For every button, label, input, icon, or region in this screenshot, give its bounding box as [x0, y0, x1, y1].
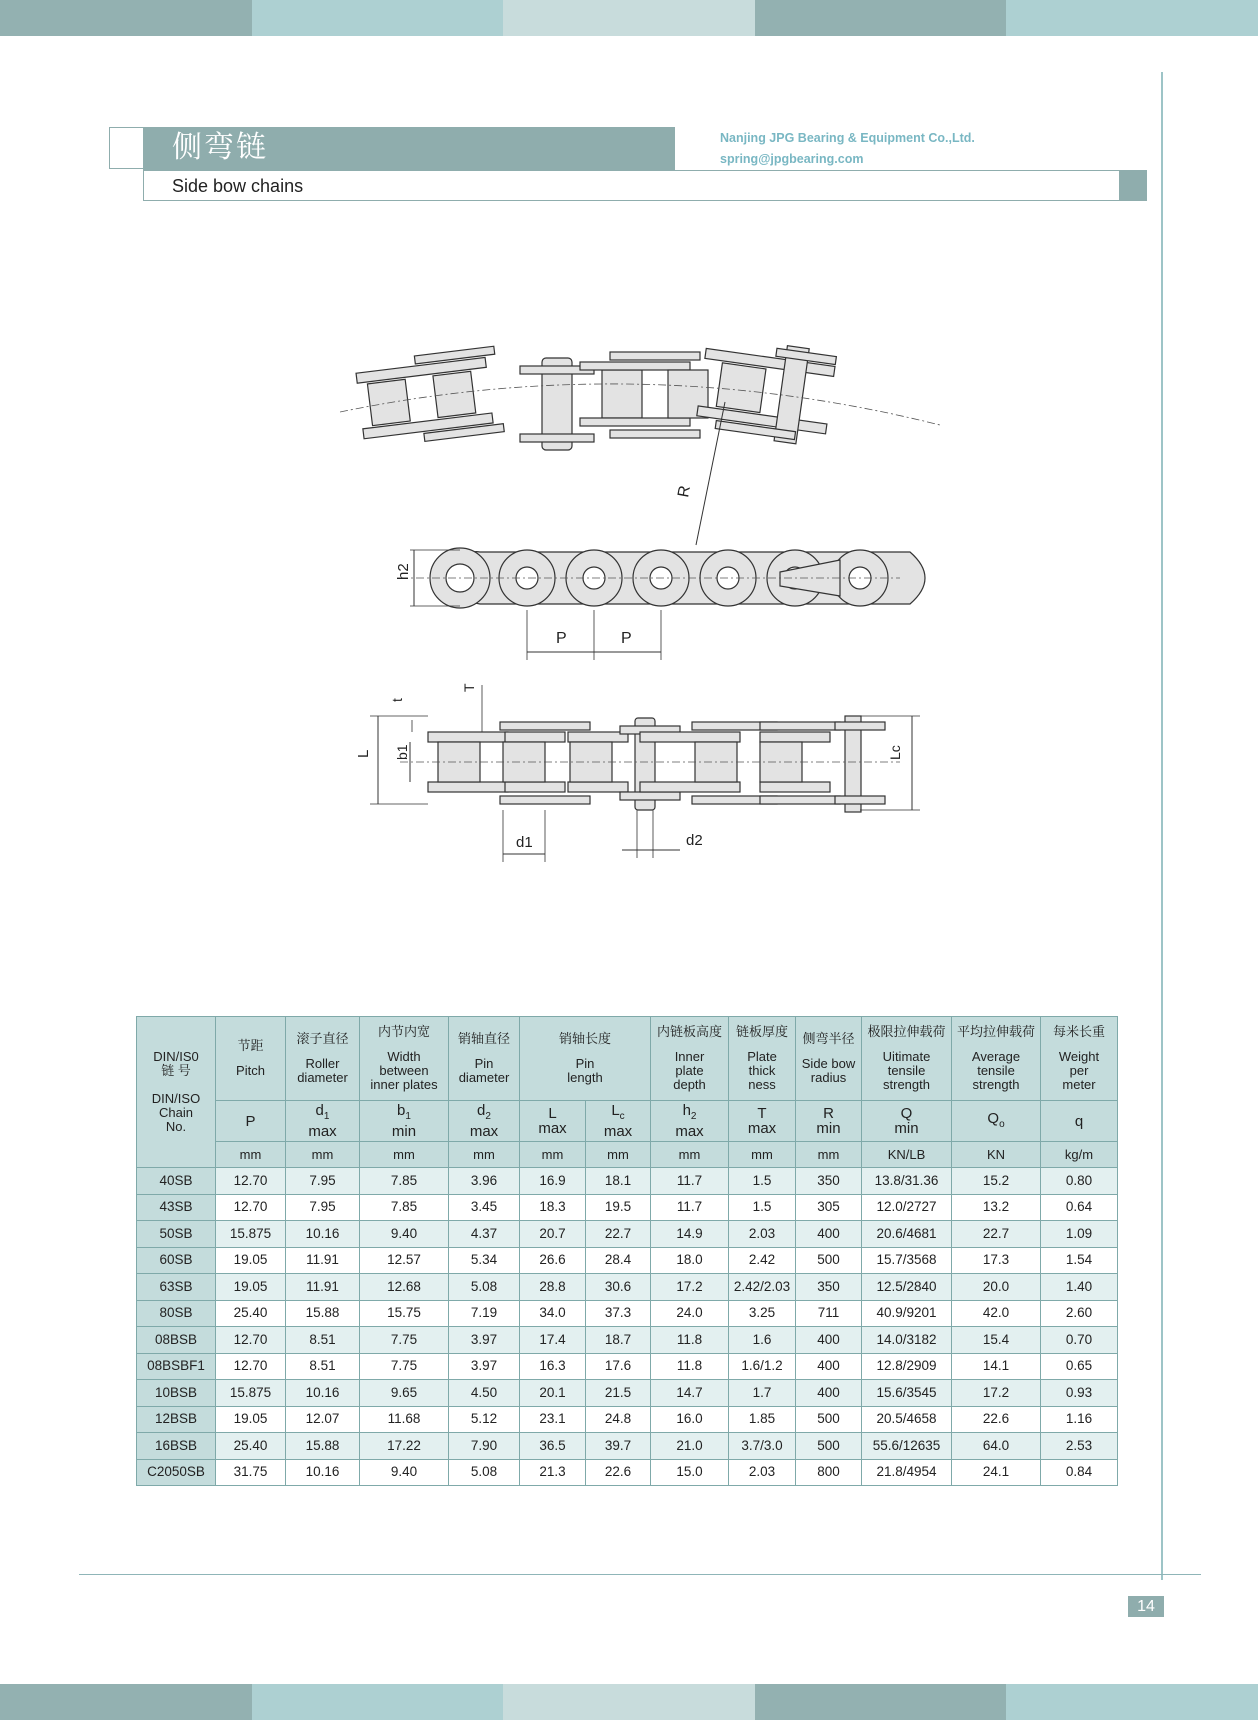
table-cell: 11.8 — [651, 1327, 729, 1354]
chain-code-cell: 08BSBF1 — [137, 1353, 216, 1380]
table-cell: 12.70 — [216, 1353, 286, 1380]
table-cell: 15.88 — [286, 1300, 360, 1327]
page-number: 14 — [1128, 1596, 1164, 1617]
table-cell: 350 — [796, 1168, 862, 1195]
chain-code-cell: 10BSB — [137, 1380, 216, 1407]
table-cell: 39.7 — [586, 1433, 651, 1460]
table-cell: 13.2 — [952, 1194, 1041, 1221]
table-cell: 0.84 — [1041, 1459, 1118, 1486]
header-symbol-9: $Q_o$ — [952, 1101, 1041, 1142]
table-cell: 4.37 — [449, 1221, 520, 1248]
header-symbol-8: Q min — [862, 1101, 952, 1142]
table-cell: 21.0 — [651, 1433, 729, 1460]
table-cell: 1.54 — [1041, 1247, 1118, 1274]
table-cell: 19.5 — [586, 1194, 651, 1221]
chain-code-cell: 43SB — [137, 1194, 216, 1221]
table-cell: 15.88 — [286, 1433, 360, 1460]
table-cell: 1.5 — [729, 1168, 796, 1195]
table-cell: 15.875 — [216, 1380, 286, 1407]
table-cell: 19.05 — [216, 1247, 286, 1274]
subtitle-accent — [1120, 170, 1147, 201]
table-row — [137, 1194, 1118, 1221]
table-cell: 0.70 — [1041, 1327, 1118, 1354]
table-row — [137, 1300, 1118, 1327]
table-cell: 17.22 — [360, 1433, 449, 1460]
header-symbol-1: $d_1$ max — [286, 1101, 360, 1142]
width-view — [355, 683, 920, 862]
header-name-1: 滚子直径 Roller diameter — [286, 1017, 360, 1101]
header-unit-2: mm — [360, 1142, 449, 1168]
table-cell: 15.875 — [216, 1221, 286, 1248]
header-unit-8: KN/LB — [862, 1142, 952, 1168]
table-cell: 400 — [796, 1221, 862, 1248]
header-name-0: 节距 Pitch — [216, 1017, 286, 1101]
h2-label: h2 — [395, 563, 412, 580]
b1-label: b1 — [394, 744, 410, 760]
header-unit-0: mm — [216, 1142, 286, 1168]
title-bracket — [109, 127, 143, 169]
table-cell: 0.64 — [1041, 1194, 1118, 1221]
table-cell: 11.8 — [651, 1353, 729, 1380]
table-cell: 15.75 — [360, 1300, 449, 1327]
table-cell: 19.05 — [216, 1406, 286, 1433]
header-unit-10: kg/m — [1041, 1142, 1118, 1168]
table-cell: 20.0 — [952, 1274, 1041, 1301]
table-cell: 9.40 — [360, 1221, 449, 1248]
table-cell: 11.91 — [286, 1274, 360, 1301]
table-cell: 17.3 — [952, 1247, 1041, 1274]
table-cell: 17.2 — [651, 1274, 729, 1301]
header-name-5: 内链板高度 Inner plate depth — [651, 1017, 729, 1101]
company-info — [720, 128, 975, 170]
header-chain-no: DIN/IS0 链 号 DIN/ISO Chain No. — [137, 1017, 216, 1168]
table-cell: 20.7 — [520, 1221, 586, 1248]
table-cell: 7.75 — [360, 1327, 449, 1354]
table-cell: 2.03 — [729, 1221, 796, 1248]
table-cell: 22.7 — [952, 1221, 1041, 1248]
table-cell: 1.6/1.2 — [729, 1353, 796, 1380]
header-name-8: 极限拉伸载荷 Uitimate tensile strength — [862, 1017, 952, 1101]
table-cell: 14.7 — [651, 1380, 729, 1407]
header-unit-5: mm — [651, 1142, 729, 1168]
table-cell: 305 — [796, 1194, 862, 1221]
side-bow-view — [340, 340, 940, 545]
table-cell: 21.8/4954 — [862, 1459, 952, 1486]
table-cell: 10.16 — [286, 1459, 360, 1486]
table-cell: 7.75 — [360, 1353, 449, 1380]
table-cell: 11.91 — [286, 1247, 360, 1274]
table-cell: 8.51 — [286, 1353, 360, 1380]
table-cell: 7.85 — [360, 1168, 449, 1195]
table-cell: 2.60 — [1041, 1300, 1118, 1327]
chain-code-cell: 63SB — [137, 1274, 216, 1301]
table-cell: 16.3 — [520, 1353, 586, 1380]
right-margin-line — [1161, 72, 1163, 1580]
table-cell: 2.42/2.03 — [729, 1274, 796, 1301]
table-cell: 55.6/12635 — [862, 1433, 952, 1460]
table-cell: 20.1 — [520, 1380, 586, 1407]
header-name-2: 内节内宽 Width between inner plates — [360, 1017, 449, 1101]
table-cell: 22.6 — [952, 1406, 1041, 1433]
T-label: T — [461, 683, 477, 692]
table-row — [137, 1433, 1118, 1460]
table-cell: 9.40 — [360, 1459, 449, 1486]
table-cell: 1.09 — [1041, 1221, 1118, 1248]
table-cell: 12.70 — [216, 1168, 286, 1195]
table-cell: 7.95 — [286, 1168, 360, 1195]
table-row — [137, 1459, 1118, 1486]
spec-table — [136, 1016, 1118, 1486]
header-name-4: 销轴长度 Pin length — [520, 1017, 651, 1101]
table-cell: 14.0/3182 — [862, 1327, 952, 1354]
header-name-10: 每米长重 Weight per meter — [1041, 1017, 1118, 1101]
table-cell: 15.2 — [952, 1168, 1041, 1195]
table-cell: 1.85 — [729, 1406, 796, 1433]
chain-code-cell: 60SB — [137, 1247, 216, 1274]
t-label: t — [389, 698, 405, 702]
table-cell: 3.45 — [449, 1194, 520, 1221]
table-cell: 36.5 — [520, 1433, 586, 1460]
table-cell: 25.40 — [216, 1433, 286, 1460]
page-title-en: Side bow chains — [172, 176, 304, 196]
chain-code-cell: 08BSB — [137, 1327, 216, 1354]
table-cell: 12.07 — [286, 1406, 360, 1433]
table-cell: 24.1 — [952, 1459, 1041, 1486]
table-cell: 5.08 — [449, 1274, 520, 1301]
chain-code-cell: 12BSB — [137, 1406, 216, 1433]
table-cell: 34.0 — [520, 1300, 586, 1327]
table-cell: 400 — [796, 1327, 862, 1354]
table-cell: 12.5/2840 — [862, 1274, 952, 1301]
table-cell: 12.70 — [216, 1327, 286, 1354]
table-cell: 22.7 — [586, 1221, 651, 1248]
table-row — [137, 1327, 1118, 1354]
top-color-band — [0, 0, 1258, 36]
table-cell: 5.34 — [449, 1247, 520, 1274]
table-cell: 25.40 — [216, 1300, 286, 1327]
table-cell: 23.1 — [520, 1406, 586, 1433]
table-cell: 20.6/4681 — [862, 1221, 952, 1248]
table-cell: 28.8 — [520, 1274, 586, 1301]
header-unit-4b: mm — [586, 1142, 651, 1168]
table-cell: 28.4 — [586, 1247, 651, 1274]
table-cell: 0.65 — [1041, 1353, 1118, 1380]
table-cell: 11.7 — [651, 1168, 729, 1195]
table-cell: 26.6 — [520, 1247, 586, 1274]
header-symbol-0: P — [216, 1101, 286, 1142]
L-label: L — [355, 749, 372, 758]
table-cell: 24.8 — [586, 1406, 651, 1433]
header-name-7: 侧弯半径 Side bow radius — [796, 1017, 862, 1101]
table-cell: 7.95 — [286, 1194, 360, 1221]
header-symbol-4b: $L_c$ max — [586, 1101, 651, 1142]
table-cell: 500 — [796, 1406, 862, 1433]
table-cell: 10.16 — [286, 1221, 360, 1248]
table-row — [137, 1406, 1118, 1433]
table-cell: 21.3 — [520, 1459, 586, 1486]
header-unit-9: KN — [952, 1142, 1041, 1168]
table-cell: 16.9 — [520, 1168, 586, 1195]
table-cell: 8.51 — [286, 1327, 360, 1354]
table-cell: 350 — [796, 1274, 862, 1301]
table-cell: 3.7/3.0 — [729, 1433, 796, 1460]
table-cell: 0.93 — [1041, 1380, 1118, 1407]
plate-view — [395, 548, 925, 660]
table-cell: 12.57 — [360, 1247, 449, 1274]
table-cell: 30.6 — [586, 1274, 651, 1301]
header-symbol-6: T max — [729, 1101, 796, 1142]
table-cell: 19.05 — [216, 1274, 286, 1301]
header-symbol-4: L max — [520, 1101, 586, 1142]
table-cell: 1.16 — [1041, 1406, 1118, 1433]
footer-rule — [79, 1574, 1201, 1575]
table-cell: 4.50 — [449, 1380, 520, 1407]
table-cell: 31.75 — [216, 1459, 286, 1486]
header-unit-6: mm — [729, 1142, 796, 1168]
table-row — [137, 1380, 1118, 1407]
company-name: Nanjing JPG Bearing & Equipment Co.,Ltd. — [720, 131, 975, 145]
header-symbol-10: q — [1041, 1101, 1118, 1142]
table-cell: 14.1 — [952, 1353, 1041, 1380]
table-row — [137, 1168, 1118, 1195]
table-cell: 12.70 — [216, 1194, 286, 1221]
table-cell: 500 — [796, 1247, 862, 1274]
table-cell: 7.90 — [449, 1433, 520, 1460]
table-cell: 9.65 — [360, 1380, 449, 1407]
table-row — [137, 1353, 1118, 1380]
table-cell: 40.9/9201 — [862, 1300, 952, 1327]
chain-code-cell: 16BSB — [137, 1433, 216, 1460]
header-unit-4: mm — [520, 1142, 586, 1168]
table-cell: 17.4 — [520, 1327, 586, 1354]
table-cell: 17.2 — [952, 1380, 1041, 1407]
table-cell: 11.7 — [651, 1194, 729, 1221]
table-cell: 18.7 — [586, 1327, 651, 1354]
table-cell: 1.40 — [1041, 1274, 1118, 1301]
header-unit-3: mm — [449, 1142, 520, 1168]
header-name-6: 链板厚度 Plate thick ness — [729, 1017, 796, 1101]
table-row — [137, 1274, 1118, 1301]
table-cell: 7.85 — [360, 1194, 449, 1221]
header-name-9: 平均拉伸载荷 Average tensile strength — [952, 1017, 1041, 1101]
table-cell: 2.03 — [729, 1459, 796, 1486]
bottom-color-band — [0, 1684, 1258, 1720]
table-cell: 13.8/31.36 — [862, 1168, 952, 1195]
table-cell: 17.6 — [586, 1353, 651, 1380]
header-name-3: 销轴直径 Pin diameter — [449, 1017, 520, 1101]
table-cell: 12.0/2727 — [862, 1194, 952, 1221]
chain-code-cell: 80SB — [137, 1300, 216, 1327]
header-unit-1: mm — [286, 1142, 360, 1168]
chain-diagram — [340, 340, 940, 880]
pitch-label-2: P — [621, 630, 632, 647]
pitch-label-1: P — [556, 630, 567, 647]
table-cell: 21.5 — [586, 1380, 651, 1407]
table-cell: 15.0 — [651, 1459, 729, 1486]
company-email: spring@jpgbearing.com — [720, 152, 864, 166]
table-cell: 37.3 — [586, 1300, 651, 1327]
table-cell: 22.6 — [586, 1459, 651, 1486]
chain-code-cell: 50SB — [137, 1221, 216, 1248]
table-cell: 64.0 — [952, 1433, 1041, 1460]
table-cell: 800 — [796, 1459, 862, 1486]
table-cell: 24.0 — [651, 1300, 729, 1327]
header-symbol-2: $b_1$ min — [360, 1101, 449, 1142]
table-cell: 18.3 — [520, 1194, 586, 1221]
table-cell: 400 — [796, 1353, 862, 1380]
page-title-zh: 侧弯链 — [172, 130, 268, 165]
header-symbol-5: $h_2$ max — [651, 1101, 729, 1142]
table-row — [137, 1247, 1118, 1274]
header-symbol-7: R min — [796, 1101, 862, 1142]
d2-label: d2 — [686, 832, 703, 849]
table-cell: 7.19 — [449, 1300, 520, 1327]
table-cell: 12.68 — [360, 1274, 449, 1301]
header-unit-7: mm — [796, 1142, 862, 1168]
table-cell: 10.16 — [286, 1380, 360, 1407]
table-cell: 0.80 — [1041, 1168, 1118, 1195]
table-cell: 5.08 — [449, 1459, 520, 1486]
table-cell: 2.53 — [1041, 1433, 1118, 1460]
table-cell: 3.25 — [729, 1300, 796, 1327]
radius-label: R — [675, 484, 694, 499]
table-cell: 3.96 — [449, 1168, 520, 1195]
table-cell: 11.68 — [360, 1406, 449, 1433]
table-cell: 15.7/3568 — [862, 1247, 952, 1274]
table-cell: 15.6/3545 — [862, 1380, 952, 1407]
table-cell: 12.8/2909 — [862, 1353, 952, 1380]
table-cell: 5.12 — [449, 1406, 520, 1433]
chain-code-cell: C2050SB — [137, 1459, 216, 1486]
table-row — [137, 1221, 1118, 1248]
d1-label: d1 — [516, 834, 533, 851]
table-cell: 18.0 — [651, 1247, 729, 1274]
table-cell: 3.97 — [449, 1353, 520, 1380]
header-symbol-3: $d_2$ max — [449, 1101, 520, 1142]
table-cell: 3.97 — [449, 1327, 520, 1354]
table-cell: 1.5 — [729, 1194, 796, 1221]
table-cell: 14.9 — [651, 1221, 729, 1248]
table-cell: 15.4 — [952, 1327, 1041, 1354]
table-cell: 2.42 — [729, 1247, 796, 1274]
table-cell: 42.0 — [952, 1300, 1041, 1327]
table-cell: 1.6 — [729, 1327, 796, 1354]
table-cell: 400 — [796, 1380, 862, 1407]
table-cell: 500 — [796, 1433, 862, 1460]
Lc-label: Lc — [887, 745, 903, 760]
table-cell: 18.1 — [586, 1168, 651, 1195]
chain-code-cell: 40SB — [137, 1168, 216, 1195]
table-cell: 1.7 — [729, 1380, 796, 1407]
table-cell: 711 — [796, 1300, 862, 1327]
table-cell: 16.0 — [651, 1406, 729, 1433]
table-cell: 20.5/4658 — [862, 1406, 952, 1433]
